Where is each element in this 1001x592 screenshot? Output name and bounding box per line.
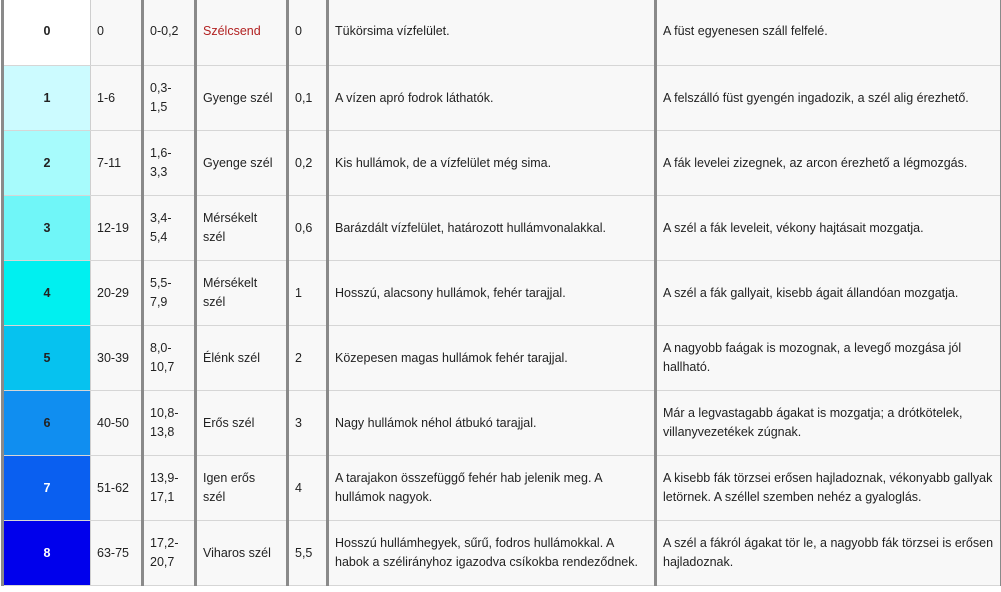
land-description-cell: A felszálló füst gyengén ingadozik, a szél alig érezhető. [656, 66, 1001, 131]
beaufort-scale-table [1, 0, 1001, 586]
land-description-cell: A nagyobb faágak is mozognak, a levegő mozgása jól hallható. [656, 326, 1001, 391]
wind-name-cell: Erős szél [196, 391, 288, 456]
wave-height-cell: 3 [288, 391, 328, 456]
table-body [3, 0, 1001, 586]
wave-height-cell: 2 [288, 326, 328, 391]
beaufort-number-cell: 4 [3, 261, 91, 326]
speed-kmh-cell: 20-29 [91, 261, 143, 326]
table-row [3, 521, 1001, 586]
wind-name-cell: Mérsékelt szél [196, 196, 288, 261]
table-row [3, 391, 1001, 456]
beaufort-number-cell: 1 [3, 66, 91, 131]
beaufort-number-cell: 3 [3, 196, 91, 261]
speed-ms-cell: 0,3-1,5 [143, 66, 196, 131]
sea-description-cell: Barázdált vízfelület, határozott hullámvonalakkal. [328, 196, 656, 261]
sea-description-cell: Tükörsima vízfelület. [328, 0, 656, 66]
sea-description-cell: Hosszú, alacsony hullámok, fehér tarajjal. [328, 261, 656, 326]
wind-name-cell: Gyenge szél [196, 131, 288, 196]
land-description-cell: Már a legvastagabb ágakat is mozgatja; a drótkötelek, villanyvezetékek zúgnak. [656, 391, 1001, 456]
table-row [3, 261, 1001, 326]
speed-ms-cell: 17,2-20,7 [143, 521, 196, 586]
speed-ms-cell: 3,4-5,4 [143, 196, 196, 261]
beaufort-number-cell: 5 [3, 326, 91, 391]
speed-kmh-cell: 7-11 [91, 131, 143, 196]
wind-name-cell: Gyenge szél [196, 66, 288, 131]
wave-height-cell: 0,2 [288, 131, 328, 196]
beaufort-number-cell: 6 [3, 391, 91, 456]
beaufort-number-cell: 8 [3, 521, 91, 586]
speed-ms-cell: 10,8-13,8 [143, 391, 196, 456]
wave-height-cell: 0 [288, 0, 328, 66]
table-row [3, 456, 1001, 521]
wind-name-cell: Szélcsend [196, 0, 288, 66]
wind-name-cell: Mérsékelt szél [196, 261, 288, 326]
sea-description-cell: Hosszú hullámhegyek, sűrű, fodros hullámokkal. A habok a szélirányhoz igazodva csíkokba rendeződnek. [328, 521, 656, 586]
beaufort-number-cell: 2 [3, 131, 91, 196]
wave-height-cell: 0,6 [288, 196, 328, 261]
speed-ms-cell: 13,9-17,1 [143, 456, 196, 521]
land-description-cell: A fák levelei zizegnek, az arcon érezhető a légmozgás. [656, 131, 1001, 196]
sea-description-cell: Közepesen magas hullámok fehér tarajjal. [328, 326, 656, 391]
speed-kmh-cell: 63-75 [91, 521, 143, 586]
wind-name-cell: Igen erős szél [196, 456, 288, 521]
wave-height-cell: 5,5 [288, 521, 328, 586]
land-description-cell: A szél a fákról ágakat tör le, a nagyobb fák törzsei is erősen hajladoznak. [656, 521, 1001, 586]
table-row [3, 326, 1001, 391]
speed-kmh-cell: 12-19 [91, 196, 143, 261]
table-row [3, 66, 1001, 131]
table-row [3, 196, 1001, 261]
speed-kmh-cell: 0 [91, 0, 143, 66]
table-row [3, 0, 1001, 66]
sea-description-cell: A tarajakon összefüggő fehér hab jelenik meg. A hullámok nagyok. [328, 456, 656, 521]
land-description-cell: A füst egyenesen száll felfelé. [656, 0, 1001, 66]
wave-height-cell: 0,1 [288, 66, 328, 131]
sea-description-cell: Kis hullámok, de a vízfelület még sima. [328, 131, 656, 196]
speed-kmh-cell: 51-62 [91, 456, 143, 521]
wave-height-cell: 4 [288, 456, 328, 521]
speed-ms-cell: 8,0-10,7 [143, 326, 196, 391]
speed-kmh-cell: 1-6 [91, 66, 143, 131]
speed-ms-cell: 0-0,2 [143, 0, 196, 66]
speed-kmh-cell: 30-39 [91, 326, 143, 391]
wave-height-cell: 1 [288, 261, 328, 326]
sea-description-cell: A vízen apró fodrok láthatók. [328, 66, 656, 131]
wind-name-cell: Viharos szél [196, 521, 288, 586]
table-row [3, 131, 1001, 196]
land-description-cell: A szél a fák leveleit, vékony hajtásait mozgatja. [656, 196, 1001, 261]
beaufort-number-cell: 0 [3, 0, 91, 66]
land-description-cell: A szél a fák gallyait, kisebb ágait állandóan mozgatja. [656, 261, 1001, 326]
speed-kmh-cell: 40-50 [91, 391, 143, 456]
beaufort-number-cell: 7 [3, 456, 91, 521]
wind-name-cell: Élénk szél [196, 326, 288, 391]
speed-ms-cell: 5,5-7,9 [143, 261, 196, 326]
speed-ms-cell: 1,6-3,3 [143, 131, 196, 196]
land-description-cell: A kisebb fák törzsei erősen hajladoznak, vékonyabb gallyak letörnek. A széllel szemben nehéz a gyaloglás. [656, 456, 1001, 521]
sea-description-cell: Nagy hullámok néhol átbukó tarajjal. [328, 391, 656, 456]
